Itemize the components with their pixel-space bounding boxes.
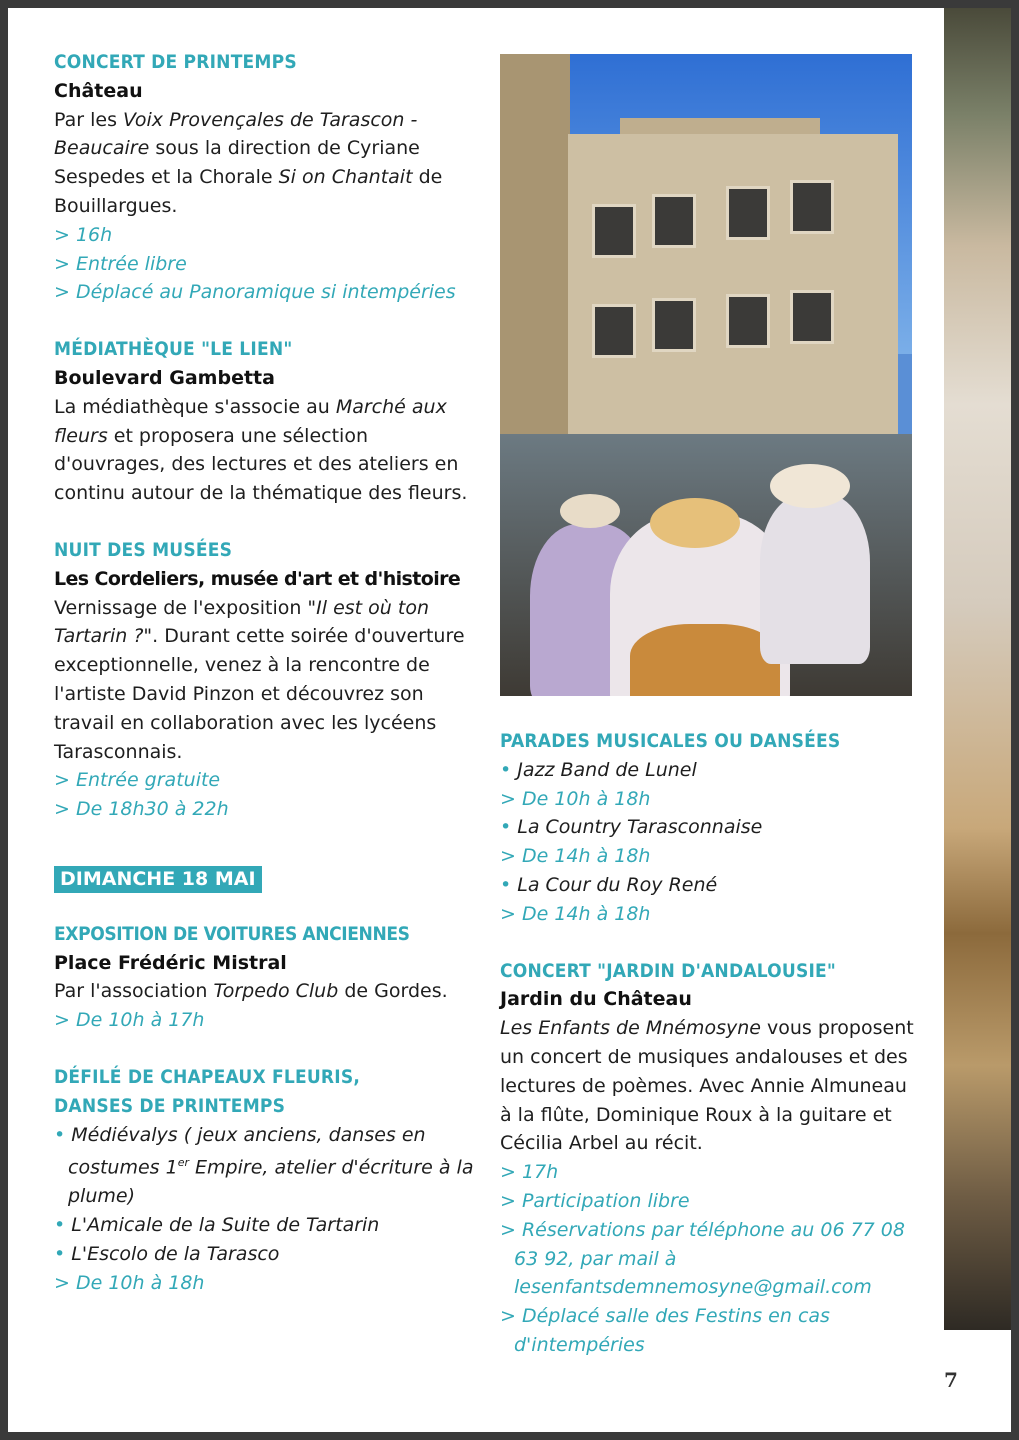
photo-window bbox=[726, 186, 770, 240]
desc-text: Vernissage de l'exposition " bbox=[54, 596, 317, 619]
desc-text: vous proposent un concert de musiques andalouses et des lectures de poèmes. Avec Annie Almuneau à la flûte, Dominique Roux à la guitare et Cécilia Arbel au récit. bbox=[500, 1017, 914, 1155]
section-title: DÉFILÉ DE CHAPEAUX FLEURIS, bbox=[54, 1065, 361, 1088]
photo-window bbox=[652, 194, 696, 248]
section-description bbox=[54, 977, 474, 1006]
photo-side-building bbox=[500, 54, 570, 454]
section-title: EXPOSITION DE VOITURES ANCIENNES bbox=[54, 922, 410, 945]
bullet-icon: • bbox=[500, 758, 512, 781]
photo-hat bbox=[650, 498, 740, 548]
section-location: Place Frédéric Mistral bbox=[54, 951, 287, 974]
detail-line: > 17h bbox=[500, 1161, 559, 1184]
photo-figure bbox=[760, 494, 870, 664]
item-text: La Country Tarasconnaise bbox=[517, 816, 763, 839]
section-location: Boulevard Gambetta bbox=[54, 366, 275, 389]
item-text: La Cour du Roy René bbox=[517, 873, 718, 896]
brochure-page bbox=[8, 8, 1011, 1432]
list-item bbox=[54, 1121, 474, 1212]
photo-window bbox=[726, 294, 770, 348]
detail-line: > Entrée gratuite bbox=[54, 769, 221, 792]
section-location: Les Cordeliers, musée d'art et d'histoire bbox=[54, 567, 461, 590]
detail-line: > De 10h à 18h bbox=[500, 787, 651, 810]
section-description bbox=[54, 393, 474, 508]
desc-italic: Les Enfants de Mnémosyne bbox=[500, 1017, 761, 1040]
section-title: DANSES DE PRINTEMPS bbox=[54, 1094, 286, 1117]
desc-italic: Voix Provençales de Tarascon - Beaucaire bbox=[54, 108, 418, 160]
item-text: Empire, atelier d'écriture à la plume) bbox=[68, 1156, 474, 1208]
section-nuit-des-musees bbox=[54, 536, 474, 824]
day-badge: DIMANCHE 18 MAI bbox=[54, 866, 262, 893]
section-title: NUIT DES MUSÉES bbox=[54, 538, 233, 561]
spacer bbox=[500, 929, 920, 957]
section-description bbox=[54, 106, 474, 221]
bullet-icon: • bbox=[500, 816, 512, 839]
event-photo bbox=[500, 54, 912, 696]
photo-window bbox=[592, 204, 636, 258]
section-concert-andalousie bbox=[500, 957, 920, 1360]
bullet-icon: • bbox=[54, 1214, 66, 1237]
section-title: MÉDIATHÈQUE "LE LIEN" bbox=[54, 338, 293, 361]
bullet-icon: • bbox=[54, 1243, 66, 1266]
photo-figure bbox=[630, 624, 780, 696]
left-column bbox=[54, 48, 474, 1298]
detail-line: > Déplacé salle des Festins en cas d'intempéries bbox=[500, 1305, 830, 1356]
section-description bbox=[500, 1014, 920, 1158]
desc-text: de Bouillargues. bbox=[54, 166, 443, 217]
photo-window bbox=[790, 290, 834, 344]
list-item bbox=[500, 756, 920, 785]
section-location: Château bbox=[54, 79, 143, 102]
list-item bbox=[500, 871, 920, 900]
section-parades bbox=[500, 727, 920, 929]
section-title: PARADES MUSICALES OU DANSÉES bbox=[500, 730, 841, 752]
right-column bbox=[500, 727, 920, 1360]
desc-text: et proposera une sélection d'ouvrages, des lectures et des ateliers en continu autour de la thématique des fleurs. bbox=[54, 424, 468, 505]
spacer bbox=[54, 824, 474, 860]
desc-text: de Gordes. bbox=[338, 980, 448, 1003]
detail-line: > Participation libre bbox=[500, 1189, 690, 1212]
desc-text: Par les bbox=[54, 108, 124, 131]
detail-line: > Réservations par téléphone au 06 77 08 63 92, par mail à lesenfantsdemnemosyne@gmail.com bbox=[500, 1218, 905, 1299]
item-text: L'Amicale de la Suite de Tartarin bbox=[71, 1214, 380, 1237]
list-item bbox=[54, 1211, 474, 1240]
photo-hat bbox=[560, 494, 620, 528]
detail-line: > De 18h30 à 22h bbox=[54, 798, 229, 821]
section-location: Jardin du Château bbox=[500, 988, 692, 1011]
bullet-icon: • bbox=[54, 1123, 66, 1146]
detail-line: > De 10h à 17h bbox=[54, 1009, 205, 1032]
desc-text: La médiathèque s'associe au bbox=[54, 395, 336, 418]
desc-text: Par l'association bbox=[54, 980, 214, 1003]
photo-crowd bbox=[500, 434, 912, 696]
section-concert-printemps bbox=[54, 48, 474, 307]
desc-italic: Marché aux fleurs bbox=[54, 395, 447, 447]
item-sup: er bbox=[177, 1156, 189, 1170]
list-item bbox=[54, 1240, 474, 1269]
spacer bbox=[54, 1035, 474, 1063]
item-text: Jazz Band de Lunel bbox=[517, 758, 697, 781]
detail-line: > Déplacé au Panoramique si intempéries bbox=[54, 281, 456, 304]
desc-text: sous la direction de Cyriane Sespedes et la Chorale bbox=[54, 137, 420, 189]
detail-line: > Entrée libre bbox=[54, 252, 187, 275]
photo-town-hall bbox=[568, 134, 898, 454]
spacer bbox=[54, 508, 474, 536]
list-item bbox=[500, 813, 920, 842]
detail-line: > 16h bbox=[54, 223, 113, 246]
spacer bbox=[54, 894, 474, 920]
section-voitures-anciennes bbox=[54, 920, 474, 1035]
section-defile-chapeaux bbox=[54, 1063, 474, 1298]
section-mediatheque bbox=[54, 335, 474, 508]
photo-window bbox=[652, 298, 696, 352]
photo-window bbox=[790, 180, 834, 234]
detail-line: > De 10h à 18h bbox=[54, 1271, 205, 1294]
desc-text: ". Durant cette soirée d'ouverture exceptionnelle, venez à la rencontre de l'artiste David Pinzon et découvrez son travail en collaboration avec les lycéens Tarasconnais. bbox=[54, 625, 465, 763]
section-description bbox=[54, 594, 474, 767]
desc-italic: Torpedo Club bbox=[213, 980, 339, 1003]
item-text: Médiévalys ( jeux anciens, danses en costumes 1 bbox=[68, 1123, 426, 1179]
item-text: L'Escolo de la Tarasco bbox=[71, 1243, 280, 1266]
desc-italic: Il est où ton Tartarin ? bbox=[54, 596, 429, 648]
spacer bbox=[54, 307, 474, 335]
detail-line: > De 14h à 18h bbox=[500, 845, 651, 868]
detail-line: > De 14h à 18h bbox=[500, 902, 651, 925]
photo-hat bbox=[770, 464, 850, 508]
decorative-side-image bbox=[944, 8, 1011, 1330]
section-title: CONCERT DE PRINTEMPS bbox=[54, 51, 297, 73]
bullet-icon: • bbox=[500, 873, 512, 896]
desc-italic: Si on Chantait bbox=[278, 166, 413, 189]
page-number: 7 bbox=[944, 1368, 958, 1392]
photo-window bbox=[592, 304, 636, 358]
section-title: CONCERT "JARDIN D'ANDALOUSIE" bbox=[500, 959, 837, 982]
